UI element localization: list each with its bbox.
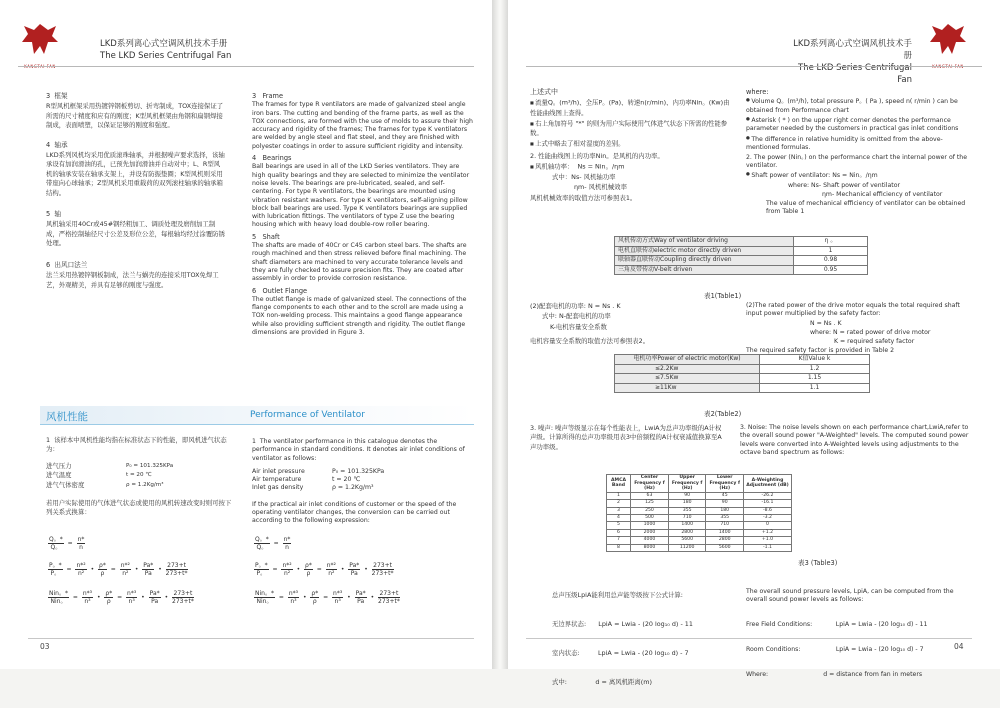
en-performance-text <box>252 438 474 527</box>
flow-ratio-formula: $\frac{Q。*}{Q。}$ = $\frac{n*}{n}$ <box>49 536 85 551</box>
section-text: The frames for type R ventilators are made of galvanized steel angle iron bars. The cutting and bending of the frame parts, as well as the TOX connections, are formed with the use of molds to assure their high accuracy and rigidity of the frames; The frames for type K ventilators are welded by angle steel and flat steel, and they are finished with polyester coatings in order to assure sufficient rigidity and intensity. <box>252 101 475 150</box>
table-cell: 1000 <box>631 522 669 529</box>
perf-conversion-cn: 若用户实际使用的气体进气状态或使用的风机转速改变时则可按下列关系式换算： <box>46 499 232 517</box>
table-cell: 6 <box>607 529 631 536</box>
table-cell: -26.2 <box>744 492 792 499</box>
company-logo <box>18 20 62 68</box>
table-cell: 1400 <box>668 522 706 529</box>
logo-text: KANGTAI FAN <box>24 64 56 69</box>
cn-bearing-section <box>46 141 226 198</box>
griffin-logo-icon <box>926 20 970 60</box>
table-cell: 250 <box>631 507 669 514</box>
note-item: ■ 右上角加符号 "*" 的则为用户实际使用气体进气状态下所需的性能参数。 <box>530 119 734 139</box>
table-cell: 710 <box>668 515 706 522</box>
safety-factor-definition: K = required safety factor <box>834 338 915 346</box>
noise-description: 3. Noise: The noise levels shown on each performance chart,LwiA,refer to the overall sound power "A-Weighted" levels. The computed sound power levels were converted into A-Weighted levels using adjustments to the octave band spectrum as follows: <box>740 424 971 456</box>
table-header-cell: 电机功率Power of electric motor(Kw) <box>615 355 760 365</box>
griffin-logo-icon <box>18 20 62 60</box>
table-cell: 355 <box>668 507 706 514</box>
table-cell: 2 <box>607 500 631 507</box>
cn-motor-power <box>530 302 740 348</box>
table-row <box>607 515 792 522</box>
table-cell: 1400 <box>706 529 744 536</box>
section-text: LKD系列风机均采用优质滚珠轴承，并根据噪声要求选择，该轴承设有加润滑油的孔，已预先加润滑油并自动对中；L、R型风机的轴承安装在轴承支架上，并设有防振垫圈；K型风机则采用带座向心球轴承；Z型风机采用重载荷的双列滚柱轴承的轴承箱结构。 <box>46 151 225 197</box>
page-number: 03 <box>40 642 50 651</box>
cn-spec-column <box>46 92 226 291</box>
en-sound-pressure <box>746 572 976 696</box>
section-heading: 4 Bearings <box>252 154 292 163</box>
table-cell: 11200 <box>668 544 706 551</box>
table-cell: 4 <box>607 515 631 522</box>
section-heading: 3 框架 <box>46 92 68 100</box>
table-cell: 7 <box>607 537 631 544</box>
efficiency-definition: ηm- Mechanical efficiency of ventilator <box>822 190 943 198</box>
flow-ratio-formula: $\frac{Q。*}{Q。}$ = $\frac{n*}{n}$ <box>255 536 291 551</box>
table-cell: 355 <box>706 515 744 522</box>
section-heading: 4 轴承 <box>46 140 68 149</box>
distance-definition: Where: d = distance from fan in meters <box>746 671 923 678</box>
section-text: R型风机框架采用热镀锌钢板剪切、折弯制成，TOX连接保证了所需的尺寸精度和应有的刚度；K型风机框架由角钢和扁钢焊接制成，表面喷塑，以保证足够的刚度和强度。 <box>46 102 224 130</box>
table-cell: ≥11Kw <box>615 383 760 393</box>
table-cell: 45 <box>706 492 744 499</box>
table-cell: 63 <box>631 492 669 499</box>
section-text: 风机轴采用40Cr或45#钢经粗加工、调质处理及磨削加工制成，严格控制轴径尺寸公差及形位公差，每根轴均经过涂覆防锈处理。 <box>46 220 225 248</box>
room-formula: 室内状态: LpiA = Lwia - (20 log₁₀ d) - 7 <box>552 649 689 658</box>
section-underline <box>40 424 474 425</box>
right-page <box>508 0 1000 687</box>
table-cell: 5 <box>607 522 631 529</box>
table-header-cell: K值Value k <box>760 355 870 365</box>
condition-row <box>46 481 236 490</box>
where-heading: where: <box>746 88 769 96</box>
room-formula: Room Conditions: LpiA = Lwia - (20 log₁₀ d) - 7 <box>746 646 924 653</box>
table-cell: 三角皮带传动V-belt driven <box>615 265 794 275</box>
condition-row <box>252 476 474 484</box>
table-cell: 5600 <box>668 537 706 544</box>
condition-label: 进气温度 <box>46 471 72 480</box>
en-conditions <box>252 468 474 493</box>
motor-power-formula: N = Ns . K <box>810 319 842 327</box>
sound-pressure-intro: The overall sound pressure levels, LpiA, can be computed from the overall sound power levels as follows: <box>746 588 956 603</box>
table-row <box>615 256 868 266</box>
cn-frame-section <box>46 92 226 131</box>
table-cell: 90 <box>706 500 744 507</box>
table-row <box>615 246 868 256</box>
table-cell: 1 <box>794 246 868 256</box>
shaft-power-where: where: Ns- Shaft power of ventilator <box>788 181 901 189</box>
table-cell: +1.0 <box>744 537 792 544</box>
table3-caption: 表3 (Table3) <box>798 559 838 567</box>
motor-power-formula: (2)配套电机的功率: N = Ns . K <box>530 302 621 310</box>
free-field-formula: 无边界状态: LpiA = Lwia - (20 log₁₀ d) - 11 <box>552 620 693 629</box>
motor-power-intro: (2)The rated power of the drive motor equals the total required shaft input power multiplied by the safety factor: <box>746 302 962 318</box>
table-header-cell: Upper Frequency f (Hz) <box>668 475 706 493</box>
cn-sound-pressure <box>552 572 748 708</box>
table-cell: 0.95 <box>794 265 868 275</box>
condition-label: Inlet gas density <box>252 484 304 492</box>
table-cell: 2000 <box>631 529 669 536</box>
perf-conversion-en: If the practical air inlet conditions of customer or the speed of the operating ventilator changes, the conversion can be carried out according to the following expression: <box>252 500 459 525</box>
condition-value: ρ = 1.2Kg/m³ <box>126 481 164 488</box>
condition-label: 进气气体密度 <box>46 480 85 489</box>
pressure-ratio-formula: $\frac{P。*}{P。}$ = $\frac{\text{n*²}}{\text{n²}}$ • $\frac{\rho*}{\rho}$ = $\frac{\text{n*²}}{\text{n²}}$ • $\frac{Pa*}{Pa}$ • $\frac{273+t}{273+t*}$ <box>49 562 188 577</box>
condition-value: P₀ = 101.325KPa <box>126 462 174 469</box>
note-item: ● The difference in relative humidity is omitted from the above-mentioned formulas. <box>746 135 968 153</box>
condition-row <box>252 484 474 492</box>
logo-text: KANGTAI FAN <box>932 64 964 69</box>
table-header-row <box>615 355 870 365</box>
section-text: The outlet flange is made of galvanized steel. The connections of the flange components to each other and to the scroll are made using a TOX non-welding process. This maintains a good flange appearance while also providing sufficient strength and rigidity. The outlet flange dimensions are provided in Figure 3. <box>252 295 469 337</box>
header-title-en: The LKD Series Centrifugal Fan <box>100 51 232 61</box>
table-cell: 3 <box>607 507 631 514</box>
condition-row <box>252 468 474 476</box>
en-noise-text <box>740 424 972 458</box>
company-logo <box>926 20 970 68</box>
section-title-cn: 风机性能 <box>46 411 88 423</box>
table-cell: 8000 <box>631 544 669 551</box>
efficiency-reference: The value of mechanical efficiency of ventilator can be obtained from Table 1 <box>766 200 968 216</box>
section-text: The shafts are made of 40Cr or C45 carbon steel bars. The shafts are rough machined and then stress relieved before final machining. The shaft diameters are machined to very accurate tolerance levels and they are fully checked to assure precision fits. They are coated after assembly in order to provide corrosion resistance. <box>252 242 469 283</box>
efficiency-reference: 风机机械效率的取值方法可参照表1。 <box>530 193 637 202</box>
header-title <box>100 38 231 62</box>
en-bearing-section <box>252 154 474 230</box>
section-heading: 6 出风口法兰 <box>46 260 88 269</box>
free-field-formula: Free Field Conditions: LpiA = Lwia - (20 log₁₀ d) - 11 <box>746 621 928 628</box>
book-gutter <box>492 0 508 669</box>
motor-power-where: where: N = rated power of drive motor <box>810 328 931 336</box>
table-cell: 90 <box>668 492 706 499</box>
en-flange-section <box>252 287 474 338</box>
table-cell: 180 <box>706 507 744 514</box>
condition-label: Air temperature <box>252 476 302 484</box>
table-header-cell: η 。 <box>794 237 868 247</box>
cn-conditions <box>46 462 236 490</box>
header-title-en: The LKD Series Centrifugal Fan <box>798 63 912 85</box>
shaft-power-formula: ● Shaft power of ventilator: Ns = Nin。/ηm <box>746 171 968 180</box>
header-rule <box>18 66 474 67</box>
table-cell: -3.2 <box>744 515 792 522</box>
driving-efficiency-table <box>614 236 868 275</box>
table-cell: 0.98 <box>794 256 868 266</box>
cn-conversion-formulas <box>46 536 236 618</box>
table-cell: 5600 <box>706 544 744 551</box>
note-item: ■ 流量Q。(m³/h)、全压P。(Pa)、转速n(r/min)、内功率Nin。(Kw)由性能曲线图上查得。 <box>530 98 734 118</box>
power-ratio-formula: $\frac{\text{Nin。*}}{\text{Nin。}}$ = $\frac{\text{n*³}}{\text{n³}}$ • $\frac{\rho*}{\rho}$ = $\frac{\text{n*³}}{\text{n³}}$ • $\frac{Pa*}{Pa}$ • $\frac{273+t}{273+t*}$ <box>255 590 400 605</box>
table-cell: +1.2 <box>744 529 792 536</box>
condition-label: Air inlet pressure <box>252 467 305 475</box>
table-cell: -1.1 <box>744 544 792 551</box>
condition-row <box>46 462 236 471</box>
header-rule <box>526 66 982 67</box>
condition-value: P₀ = 101.325KPa <box>332 467 385 475</box>
note-item: ■ 上式中略去了相对湿度的差别。 <box>530 139 734 149</box>
perf-intro-cn: 1 该样本中风机性能均指在标准状态下的性能，即风机进气状态为： <box>46 436 227 454</box>
table-cell: -16.1 <box>744 500 792 507</box>
en-motor-power <box>746 302 976 357</box>
table-cell: 180 <box>668 500 706 507</box>
notes-heading: 上述式中 <box>530 88 558 96</box>
table-cell: 125 <box>631 500 669 507</box>
table-cell: 4000 <box>631 537 669 544</box>
table-cell: 1.15 <box>760 374 870 384</box>
section-heading: 3 Frame <box>252 92 284 100</box>
table-cell: 710 <box>706 522 744 529</box>
section-title-en: Performance of Ventilator <box>250 410 365 420</box>
table-row <box>615 265 868 275</box>
table-row <box>607 500 792 507</box>
table-row <box>607 544 792 551</box>
cn-note-column <box>530 88 734 204</box>
noise-description: 3. 噪声: 噪声等级显示在每个性能表上，LwiA为总声功率级的A计权声级。计算所得的总声功率级用表3中倍频程的A计权衰减值换算至A声功率级。 <box>530 424 722 451</box>
table-cell: 8 <box>607 544 631 551</box>
table-cell: 1.1 <box>760 383 870 393</box>
table-header-cell: Center Frequency f (Hz) <box>631 475 669 493</box>
page-number: 04 <box>954 642 964 651</box>
section-heading: 5 Shaft <box>252 232 280 241</box>
table-cell: 电机直联传动electric motor directly driven <box>615 246 794 256</box>
condition-row <box>46 471 236 480</box>
efficiency-definition: ηm- 风机机械效率 <box>574 183 627 192</box>
header-title <box>792 38 912 86</box>
en-conversion-formulas <box>252 536 462 618</box>
motor-power-where: 式中: N-配套电机的功率 <box>542 312 611 321</box>
table-cell: 联轴器直联传动Coupling directly driven <box>615 256 794 266</box>
safety-factor-reference: 电机容量安全系数的取值方法可参照表2。 <box>530 337 650 346</box>
cn-performance-text <box>46 436 236 519</box>
header-title-cn: LKD系列离心式空调风机技术手册 <box>793 39 912 61</box>
condition-value: t = 20 ℃ <box>332 476 361 484</box>
table-row <box>607 537 792 544</box>
a-weighting-table <box>606 474 792 552</box>
distance-definition: 式中: d = 离风机距离(m) <box>552 678 653 687</box>
table-header-row <box>607 475 792 493</box>
table-cell: 1.2 <box>760 364 870 374</box>
left-page <box>0 0 492 669</box>
table2-caption: 表2(Table2) <box>704 410 742 418</box>
shaft-power-formula: ■ 风机轴功率： Ns = Nin。/ηm <box>530 162 734 172</box>
perf-intro-en: 1 The ventilator performance in this catalogue denotes the performance in standard conditions. It denotes air inlet conditions of ventilator as follows: <box>252 438 467 462</box>
section-heading: 5 轴 <box>46 210 61 219</box>
table-header-cell: A-Weighting Adjustment (dB) <box>744 475 792 493</box>
note-item: ● Asterisk ( * ) on the upper right corner denotes the performance parameter needed by the customers in practical gas inlet conditions <box>746 116 968 134</box>
table-row <box>607 529 792 536</box>
en-spec-column <box>252 92 474 338</box>
table-header-cell: Lower Frequency f (Hz) <box>706 475 744 493</box>
safety-factor-definition: K-电机容量安全系数 <box>550 322 607 331</box>
table-header-cell: 风机传动方式Way of ventilator driving <box>615 237 794 247</box>
table-header-row <box>615 237 868 247</box>
section-text: 法兰采用热镀锌钢板制成，法兰与蜗壳的连接采用TOX免焊工艺，外观精美，并具有足够的刚度与强度。 <box>46 271 219 289</box>
safety-factor-reference: The required safety factor is provided in Table 2 <box>746 347 895 355</box>
table-cell: 2800 <box>706 537 744 544</box>
cn-flange-section <box>46 261 226 290</box>
table-row <box>607 507 792 514</box>
sound-pressure-intro: 总声压级LpiA能利用总声能等级按下公式计算: <box>552 590 683 599</box>
table-row <box>615 383 870 393</box>
en-frame-section <box>252 92 474 151</box>
table-cell: -8.6 <box>744 507 792 514</box>
table-row <box>607 492 792 499</box>
table-cell: ≤7.5Kw <box>615 374 760 384</box>
footer-rule <box>526 638 972 639</box>
power-ratio-formula: $\frac{\text{Nin。*}}{\text{Nin。}}$ = $\frac{\text{n*³}}{\text{n³}}$ • $\frac{\rho*}{\rho}$ = $\frac{\text{n*³}}{\text{n³}}$ • $\frac{Pa*}{Pa}$ • $\frac{273+t}{273+t*}$ <box>49 590 194 605</box>
en-shaft-section <box>252 233 474 284</box>
table-cell: ≤2.2Kw <box>615 364 760 374</box>
table-cell: 1 <box>607 492 631 499</box>
cn-shaft-section <box>46 210 226 249</box>
condition-value: t = 20 ℃ <box>126 472 152 479</box>
footer-rule <box>28 638 474 639</box>
table-row <box>607 522 792 529</box>
section-text: Ball bearings are used in all of the LKD Series ventilators. They are high quality bearings and they are selected to minimize the ventilator noise levels. The bearings are pre-lubricated, sealed, and self-centering. For type R ventilators, the bearings are mounted using vibration resistant washers. For type K ventilators, self-aligning pillow block ball bearings are used. Type K ventilators bearings are supplied with lubrication fittings. The ventilators of type Z use the bearing housing which with heavy load double-row roller bearing. <box>252 163 472 229</box>
table-cell: 0 <box>744 522 792 529</box>
en-note-column <box>746 88 968 218</box>
note-item: ● Volume Q。(m³/h), total pressure P。( Pa ), speed n( r/min ) can be obtained from Performance chart <box>746 97 968 115</box>
header-title-cn: LKD系列离心式空调风机技术手册 <box>100 39 228 49</box>
table-cell: 2800 <box>668 529 706 536</box>
condition-label: 进气压力 <box>46 461 72 470</box>
safety-factor-table <box>614 354 870 393</box>
table-header-cell: AMCA Band <box>607 475 631 493</box>
internal-power-note: 2. 性能曲线图上的功率Nin。是风机的内功率。 <box>530 151 664 160</box>
cn-noise-text <box>530 424 722 453</box>
table1-caption: 表1(Table1) <box>704 292 742 300</box>
table-cell: 500 <box>631 515 669 522</box>
table-row <box>615 364 870 374</box>
internal-power-note: 2. The power (Nin。) on the performance chart the internal power of the ventilator. <box>746 153 970 169</box>
performance-section-bar <box>40 406 474 424</box>
condition-value: ρ = 1.2Kg/m³ <box>332 484 374 492</box>
pressure-ratio-formula: $\frac{P。*}{P。}$ = $\frac{\text{n*²}}{\text{n²}}$ • $\frac{\rho*}{\rho}$ = $\frac{\text{n*²}}{\text{n²}}$ • $\frac{Pa*}{Pa}$ • $\frac{273+t}{273+t*}$ <box>255 562 394 577</box>
table-row <box>615 374 870 384</box>
section-heading: 6 Outlet Flange <box>252 286 308 295</box>
shaft-power-where: 式中：Ns- 风机轴功率 <box>552 173 616 182</box>
